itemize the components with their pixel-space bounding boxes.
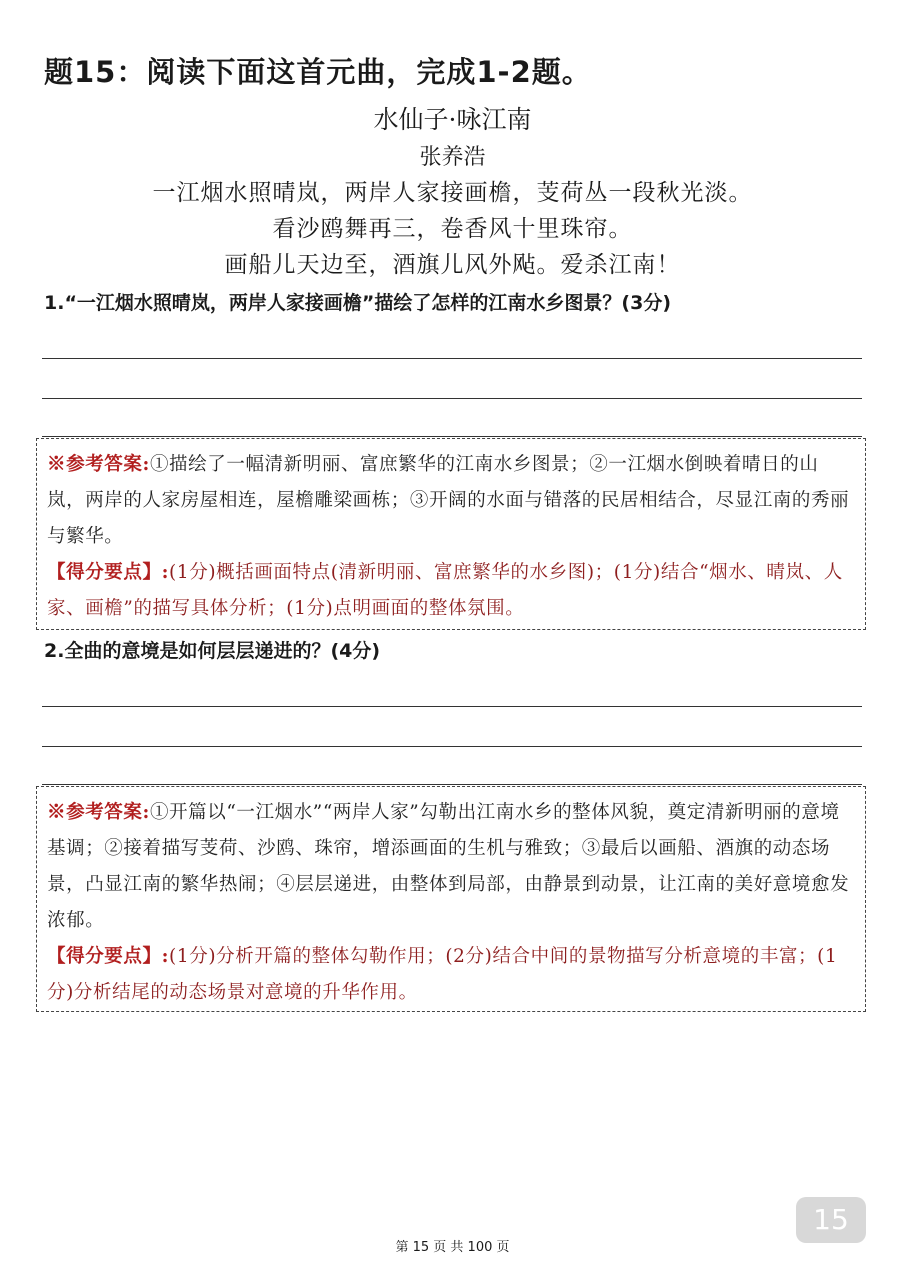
scoring-points-text: (1分)分析开篇的整体勾勒作用；(2分)结合中间的景物描写分析意境的丰富；(1分)分析结尾的动态场景对意境的升华作用。 — [47, 946, 838, 1003]
poem-line: 一江烟水照晴岚，两岸人家接画檐，芰荷丛一段秋光淡。 — [152, 180, 753, 206]
reference-answer-label: ※参考答案: — [47, 802, 150, 823]
question-1: 1.“一江烟水照晴岚，两岸人家接画檐”描绘了怎样的江南水乡图景？(3分) — [44, 292, 672, 314]
poem-title: 水仙子·咏江南 — [373, 105, 532, 134]
reference-answer-text: ①描绘了一幅清新明丽、富庶繁华的江南水乡图景；②一江烟水倒映着晴日的山岚，两岸的人家房屋相连，屋檐雕梁画栋；③开阔的水面与错落的民居相结合，尽显江南的秀丽与繁华。 — [47, 454, 850, 547]
page-footer: 第 15 页 共 100 页 — [395, 1240, 510, 1255]
exercise-title: 题15：阅读下面这首元曲，完成1-2题。 — [44, 55, 592, 89]
answer-line — [42, 358, 862, 359]
answer-line — [42, 398, 862, 399]
scoring-points-label: 【得分要点】: — [47, 946, 170, 967]
answer-line — [42, 784, 862, 785]
answer-box-2 — [36, 786, 866, 1012]
answer-line — [42, 436, 862, 437]
poem-line: 画船儿天边至，酒旗儿风外飐。爱杀江南！ — [224, 252, 681, 278]
poem-author: 张养浩 — [419, 145, 486, 170]
question-2: 2.全曲的意境是如何层层递进的？(4分) — [44, 640, 381, 662]
page-number-badge: 15 — [796, 1197, 866, 1243]
scoring-points-label: 【得分要点】: — [47, 562, 170, 583]
answer-line — [42, 746, 862, 747]
answer-box-1 — [36, 438, 866, 630]
poem-line: 看沙鸥舞再三，卷香风十里珠帘。 — [272, 216, 633, 242]
reference-answer-text: ①开篇以“一江烟水”“两岸人家”勾勒出江南水乡的整体风貌，奠定清新明丽的意境基调；②接着描写芰荷、沙鸥、珠帘，增添画面的生机与雅致；③最后以画船、酒旗的动态场景，凸显江南的繁华热闹；④层层递进，由整体到局部，由静景到动景，让江南的美好意境愈发浓郁。 — [47, 802, 850, 931]
answer-line — [42, 706, 862, 707]
scoring-points-text: (1分)概括画面特点(清新明丽、富庶繁华的水乡图)；(1分)结合“烟水、晴岚、人家、画檐”的描写具体分析；(1分)点明画面的整体氛围。 — [47, 562, 843, 619]
reference-answer-label: ※参考答案: — [47, 454, 150, 475]
